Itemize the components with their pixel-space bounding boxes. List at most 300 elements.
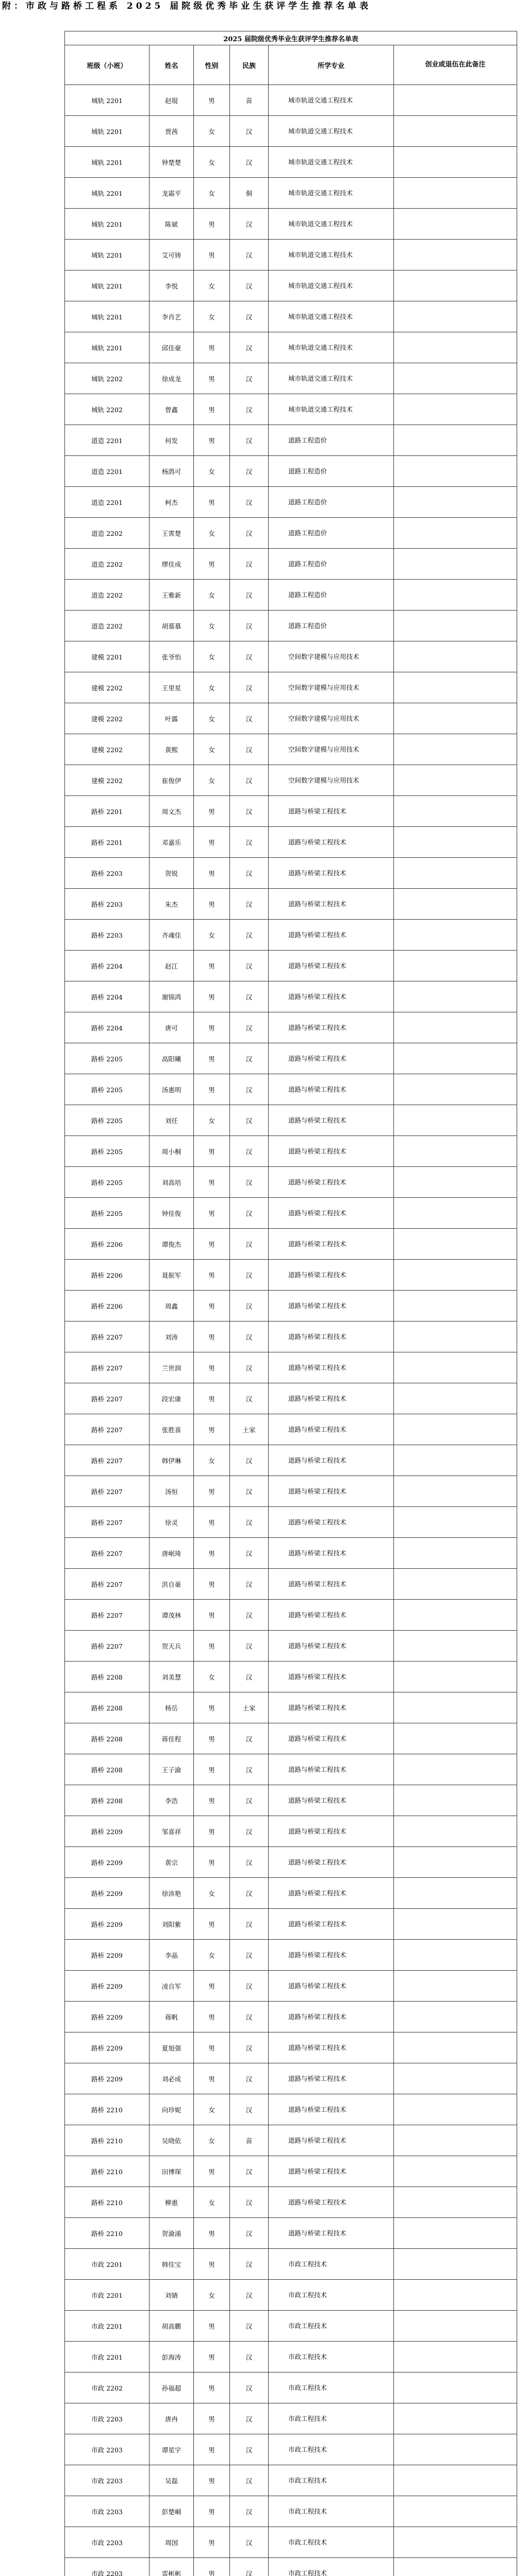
cell-class: 路桥 2201 [65,827,150,858]
cell-ethnicity: 汉 [230,1816,269,1847]
cell-note [394,1538,517,1569]
cell-major: 道路与桥梁工程技术 [269,2063,394,2094]
cell-gender: 男 [194,2032,230,2063]
table-row [65,1167,517,1198]
cell-class: 市政 2201 [65,2249,150,2280]
cell-class: 路桥 2209 [65,1816,150,1847]
cell-note [394,1291,517,1321]
cell-name: 赵琨 [150,85,194,116]
table-row [65,1538,517,1569]
cell-note [394,765,517,796]
cell-major: 市政工程技术 [269,2311,394,2342]
cell-major: 市政工程技术 [269,2527,394,2558]
cell-class: 路桥 2204 [65,951,150,981]
cell-gender: 男 [194,85,230,116]
table-row [65,2218,517,2249]
cell-name: 何发 [150,425,194,456]
table-row [65,1816,517,1847]
cell-name: 王霄楚 [150,518,194,549]
table-row [65,981,517,1012]
cell-name: 朱杰 [150,889,194,920]
cell-note [394,1631,517,1662]
cell-note [394,2527,517,2558]
cell-class: 城轨 2201 [65,301,150,332]
cell-ethnicity: 汉 [230,1383,269,1414]
cell-major: 道路与桥梁工程技术 [269,1662,394,1692]
table-row [65,1260,517,1291]
cell-name: 刘婧 [150,2280,194,2311]
cell-major: 道路与桥梁工程技术 [269,1476,394,1507]
cell-class: 路桥 2210 [65,2187,150,2218]
cell-major: 道路工程造价 [269,456,394,487]
cell-name: 唐岷琦 [150,1538,194,1569]
cell-name: 缪佳成 [150,549,194,580]
cell-gender: 男 [194,1136,230,1167]
cell-major: 市政工程技术 [269,2372,394,2403]
cell-note [394,1198,517,1229]
cell-class: 路桥 2209 [65,1847,150,1878]
cell-name: 胡慕慕 [150,611,194,641]
recommendation-table [64,31,517,2576]
cell-note [394,858,517,889]
cell-name: 蒋帆 [150,2002,194,2032]
cell-class: 道造 2202 [65,611,150,641]
cell-note [394,1105,517,1136]
cell-ethnicity: 汉 [230,2063,269,2094]
table-row [65,2156,517,2187]
cell-major: 道路与桥梁工程技术 [269,1631,394,1662]
cell-name: 徐成龙 [150,363,194,394]
cell-note [394,2434,517,2465]
table-row [65,796,517,827]
table-row [65,641,517,672]
cell-name: 曾鑫 [150,394,194,425]
cell-note [394,1940,517,1971]
cell-ethnicity: 汉 [230,1074,269,1105]
cell-major: 道路与桥梁工程技术 [269,1445,394,1476]
cell-major: 道路与桥梁工程技术 [269,1136,394,1167]
cell-name: 韩伊琳 [150,1445,194,1476]
cell-name: 王子渝 [150,1754,194,1785]
cell-note [394,1662,517,1692]
table-body [65,85,517,2576]
table-row [65,858,517,889]
cell-note [394,580,517,611]
cell-class: 城轨 2202 [65,394,150,425]
cell-major: 道路与桥梁工程技术 [269,1971,394,2002]
table-row [65,487,517,518]
cell-gender: 男 [194,1692,230,1723]
table-row [65,889,517,920]
cell-class: 路桥 2209 [65,1909,150,1940]
cell-note [394,641,517,672]
cell-ethnicity: 汉 [230,2218,269,2249]
table-row [65,2434,517,2465]
cell-note [394,796,517,827]
table-row [65,2094,517,2125]
table-row [65,611,517,641]
cell-major: 道路与桥梁工程技术 [269,2218,394,2249]
cell-gender: 女 [194,703,230,734]
cell-class: 路桥 2205 [65,1167,150,1198]
cell-ethnicity: 汉 [230,549,269,580]
cell-ethnicity: 土家 [230,1692,269,1723]
cell-gender: 男 [194,1414,230,1445]
cell-note [394,178,517,209]
cell-major: 道路与桥梁工程技术 [269,2156,394,2187]
cell-major: 道路与桥梁工程技术 [269,1043,394,1074]
cell-major: 道路与桥梁工程技术 [269,1816,394,1847]
cell-class: 路桥 2207 [65,1538,150,1569]
cell-gender: 男 [194,1723,230,1754]
cell-name: 向珍妮 [150,2094,194,2125]
cell-name: 邹喜祥 [150,1816,194,1847]
cell-note [394,2465,517,2496]
cell-name: 徐沛艳 [150,1878,194,1909]
cell-major: 道路与桥梁工程技术 [269,1414,394,1445]
cell-major: 道路与桥梁工程技术 [269,1321,394,1352]
cell-class: 城轨 2201 [65,240,150,270]
cell-class: 建模 2202 [65,734,150,765]
cell-major: 城市轨道交通工程技术 [269,270,394,301]
cell-major: 道路与桥梁工程技术 [269,1600,394,1631]
cell-gender: 男 [194,2496,230,2527]
cell-name: 唐可 [150,1012,194,1043]
cell-name: 徐灵 [150,1507,194,1538]
cell-name: 张胜喜 [150,1414,194,1445]
cell-gender: 男 [194,1074,230,1105]
cell-ethnicity: 汉 [230,796,269,827]
cell-major: 城市轨道交通工程技术 [269,85,394,116]
cell-class: 道造 2201 [65,456,150,487]
cell-ethnicity: 汉 [230,1847,269,1878]
cell-note [394,981,517,1012]
cell-class: 路桥 2209 [65,1940,150,1971]
cell-major: 道路与桥梁工程技术 [269,796,394,827]
cell-major: 道路工程造价 [269,425,394,456]
cell-gender: 男 [194,1971,230,2002]
cell-gender: 女 [194,920,230,951]
table-row [65,2002,517,2032]
cell-major: 道路与桥梁工程技术 [269,1383,394,1414]
cell-name: 周小桐 [150,1136,194,1167]
cell-name: 刘美慧 [150,1662,194,1692]
cell-name: 叶露 [150,703,194,734]
cell-major: 空间数字建模与应用技术 [269,672,394,703]
cell-major: 道路与桥梁工程技术 [269,1012,394,1043]
cell-note [394,240,517,270]
cell-name: 贺锐 [150,858,194,889]
cell-class: 建模 2202 [65,703,150,734]
cell-major: 道路工程造价 [269,580,394,611]
table-header-row [65,45,517,85]
cell-class: 路桥 2204 [65,981,150,1012]
cell-ethnicity: 汉 [230,1229,269,1260]
cell-name: 雷彬彬 [150,2558,194,2576]
cell-class: 路桥 2207 [65,1321,150,1352]
cell-note [394,951,517,981]
cell-major: 市政工程技术 [269,2280,394,2311]
cell-note [394,827,517,858]
cell-ethnicity: 汉 [230,1785,269,1816]
cell-name: 彭海涛 [150,2342,194,2372]
cell-ethnicity: 汉 [230,1105,269,1136]
cell-class: 路桥 2210 [65,2218,150,2249]
cell-gender: 男 [194,1291,230,1321]
cell-name: 谭茂林 [150,1600,194,1631]
cell-ethnicity: 汉 [230,765,269,796]
cell-note [394,1723,517,1754]
column-header-major: 所学专业 [269,45,394,85]
cell-ethnicity: 汉 [230,641,269,672]
cell-major: 道路与桥梁工程技术 [269,2002,394,2032]
cell-name: 杨岳 [150,1692,194,1723]
cell-ethnicity: 汉 [230,1352,269,1383]
cell-ethnicity: 汉 [230,1445,269,1476]
cell-class: 路桥 2207 [65,1445,150,1476]
cell-ethnicity: 汉 [230,2280,269,2311]
cell-ethnicity: 汉 [230,487,269,518]
cell-note [394,425,517,456]
cell-gender: 男 [194,2342,230,2372]
cell-class: 路桥 2209 [65,1971,150,2002]
table-row [65,1321,517,1352]
cell-ethnicity: 汉 [230,889,269,920]
table-caption-row [65,31,517,45]
table-row [65,2063,517,2094]
cell-class: 路桥 2208 [65,1662,150,1692]
cell-ethnicity: 汉 [230,1878,269,1909]
cell-class: 路桥 2207 [65,1352,150,1383]
cell-ethnicity: 侗 [230,178,269,209]
table-row [65,1754,517,1785]
cell-gender: 男 [194,2218,230,2249]
cell-ethnicity: 汉 [230,920,269,951]
table-caption: 2025 届院级优秀毕业生获评学生推荐名单表 [65,31,517,45]
cell-major: 道路与桥梁工程技术 [269,1723,394,1754]
cell-name: 谭俊杰 [150,1229,194,1260]
cell-gender: 女 [194,147,230,178]
cell-name: 李晶 [150,1940,194,1971]
cell-name: 齐魂佳 [150,920,194,951]
cell-gender: 男 [194,363,230,394]
cell-name: 刘阳紫 [150,1909,194,1940]
cell-class: 路桥 2205 [65,1136,150,1167]
cell-class: 城轨 2202 [65,363,150,394]
cell-gender: 女 [194,2094,230,2125]
cell-ethnicity: 汉 [230,1971,269,2002]
cell-note [394,1816,517,1847]
column-header-name: 姓名 [150,45,194,85]
cell-class: 路桥 2208 [65,1723,150,1754]
cell-gender: 女 [194,611,230,641]
table-row [65,2527,517,2558]
cell-class: 路桥 2203 [65,889,150,920]
table-row [65,178,517,209]
cell-ethnicity: 汉 [230,2372,269,2403]
cell-name: 王雅新 [150,580,194,611]
table-row [65,1476,517,1507]
cell-ethnicity: 汉 [230,1167,269,1198]
cell-class: 市政 2201 [65,2311,150,2342]
cell-name: 孙福超 [150,2372,194,2403]
cell-name: 李悦 [150,270,194,301]
cell-name: 高阳曦 [150,1043,194,1074]
cell-name: 洪自豪 [150,1569,194,1600]
cell-name: 邓嘉乐 [150,827,194,858]
cell-ethnicity: 汉 [230,672,269,703]
cell-class: 路桥 2206 [65,1260,150,1291]
table-row [65,1507,517,1538]
cell-class: 路桥 2207 [65,1414,150,1445]
cell-major: 道路与桥梁工程技术 [269,1847,394,1878]
cell-ethnicity: 汉 [230,827,269,858]
cell-note [394,2187,517,2218]
cell-note [394,1754,517,1785]
cell-major: 道路与桥梁工程技术 [269,1692,394,1723]
cell-gender: 男 [194,2063,230,2094]
cell-ethnicity: 苗 [230,85,269,116]
cell-note [394,1909,517,1940]
table-row [65,1909,517,1940]
cell-ethnicity: 汉 [230,1754,269,1785]
cell-name: 段宏康 [150,1383,194,1414]
cell-gender: 男 [194,487,230,518]
cell-gender: 男 [194,1600,230,1631]
cell-name: 刘高培 [150,1167,194,1198]
cell-class: 市政 2203 [65,2403,150,2434]
table-row [65,1445,517,1476]
cell-ethnicity: 苗 [230,2125,269,2156]
table-row [65,147,517,178]
cell-ethnicity: 汉 [230,2032,269,2063]
cell-class: 城轨 2201 [65,85,150,116]
cell-ethnicity: 汉 [230,2496,269,2527]
cell-note [394,2063,517,2094]
cell-class: 市政 2201 [65,2280,150,2311]
cell-ethnicity: 汉 [230,240,269,270]
cell-class: 城轨 2201 [65,209,150,240]
cell-note [394,1507,517,1538]
cell-note [394,2156,517,2187]
cell-note [394,1971,517,2002]
cell-major: 城市轨道交通工程技术 [269,301,394,332]
cell-class: 市政 2201 [65,2342,150,2372]
cell-class: 路桥 2205 [65,1074,150,1105]
cell-note [394,2342,517,2372]
cell-gender: 女 [194,1445,230,1476]
cell-major: 道路与桥梁工程技术 [269,827,394,858]
cell-major: 市政工程技术 [269,2465,394,2496]
cell-major: 市政工程技术 [269,2403,394,2434]
cell-class: 城轨 2201 [65,332,150,363]
table-row [65,2465,517,2496]
cell-major: 空间数字建模与应用技术 [269,641,394,672]
cell-ethnicity: 汉 [230,363,269,394]
cell-note [394,611,517,641]
cell-gender: 男 [194,1785,230,1816]
table-row [65,1198,517,1229]
cell-ethnicity: 汉 [230,1198,269,1229]
cell-major: 道路与桥梁工程技术 [269,858,394,889]
cell-name: 贺天兵 [150,1631,194,1662]
cell-ethnicity: 汉 [230,394,269,425]
cell-class: 路桥 2204 [65,1012,150,1043]
table-row [65,1414,517,1445]
cell-major: 道路与桥梁工程技术 [269,2032,394,2063]
cell-major: 市政工程技术 [269,2434,394,2465]
cell-major: 道路工程造价 [269,518,394,549]
cell-name: 吴晓依 [150,2125,194,2156]
cell-class: 建模 2202 [65,672,150,703]
cell-note [394,1383,517,1414]
cell-class: 路桥 2208 [65,1692,150,1723]
cell-gender: 男 [194,951,230,981]
cell-name: 钟佳俊 [150,1198,194,1229]
cell-name: 陈斌 [150,209,194,240]
table-row [65,1105,517,1136]
table-row [65,734,517,765]
table-row [65,1600,517,1631]
cell-ethnicity: 汉 [230,209,269,240]
table-row [65,703,517,734]
cell-gender: 女 [194,1105,230,1136]
cell-ethnicity: 汉 [230,1909,269,1940]
cell-note [394,1414,517,1445]
table-row [65,2280,517,2311]
table-row [65,1723,517,1754]
cell-ethnicity: 汉 [230,1476,269,1507]
cell-major: 道路与桥梁工程技术 [269,1569,394,1600]
cell-class: 路桥 2209 [65,1878,150,1909]
cell-gender: 女 [194,734,230,765]
cell-major: 城市轨道交通工程技术 [269,178,394,209]
cell-ethnicity: 汉 [230,2156,269,2187]
cell-gender: 男 [194,425,230,456]
column-header-ethnicity: 民族 [230,45,269,85]
cell-note [394,209,517,240]
cell-note [394,2002,517,2032]
cell-class: 市政 2203 [65,2558,150,2576]
cell-note [394,518,517,549]
cell-major: 道路与桥梁工程技术 [269,2094,394,2125]
cell-major: 空间数字建模与应用技术 [269,734,394,765]
table-row [65,1074,517,1105]
cell-ethnicity: 汉 [230,1012,269,1043]
cell-class: 市政 2203 [65,2434,150,2465]
cell-major: 道路与桥梁工程技术 [269,1198,394,1229]
table-row [65,240,517,270]
cell-ethnicity: 汉 [230,1260,269,1291]
table-row [65,1662,517,1692]
cell-gender: 男 [194,1321,230,1352]
recommendation-table-wrapper [64,31,517,2576]
cell-class: 路桥 2207 [65,1631,150,1662]
cell-name: 汤惠明 [150,1074,194,1105]
cell-gender: 男 [194,1167,230,1198]
cell-note [394,889,517,920]
cell-note [394,270,517,301]
cell-note [394,1136,517,1167]
cell-note [394,1012,517,1043]
table-row [65,116,517,147]
cell-note [394,1569,517,1600]
cell-name: 唐冉 [150,2403,194,2434]
cell-major: 道路与桥梁工程技术 [269,1291,394,1321]
cell-gender: 男 [194,796,230,827]
cell-class: 城轨 2201 [65,116,150,147]
cell-note [394,920,517,951]
